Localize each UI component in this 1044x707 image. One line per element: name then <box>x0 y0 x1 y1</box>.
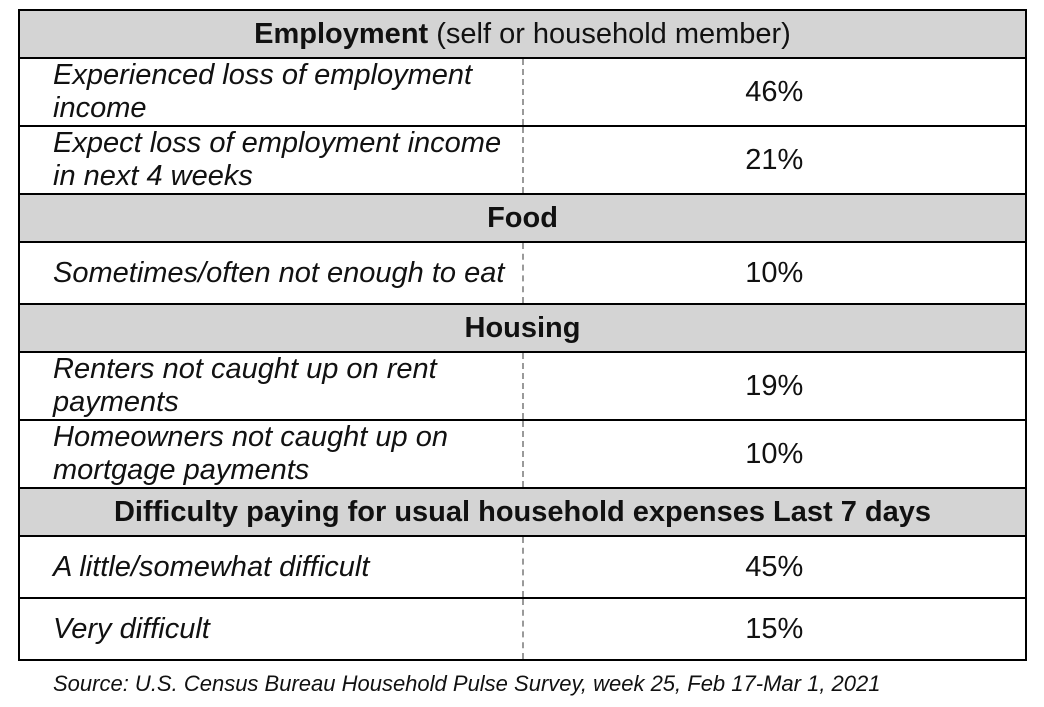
section-title: Employment <box>254 17 429 50</box>
table-row <box>19 420 1026 488</box>
section-title: Housing <box>19 304 1026 352</box>
row-value: 15% <box>523 598 1027 660</box>
section-header-cell <box>19 10 1026 58</box>
table-row <box>19 598 1026 660</box>
section-header-food <box>19 194 1026 242</box>
table-row <box>19 536 1026 598</box>
row-label: A little/somewhat difficult <box>19 536 523 598</box>
row-value: 21% <box>523 126 1027 194</box>
row-value: 46% <box>523 58 1027 126</box>
table-row <box>19 352 1026 420</box>
section-header-household-expenses <box>19 488 1026 536</box>
row-label: Expect loss of employment income in next 4 weeks <box>19 126 523 194</box>
row-label: Homeowners not caught up on mortgage payments <box>19 420 523 488</box>
section-title: Difficulty paying for usual household expenses Last 7 days <box>19 488 1026 536</box>
row-label: Sometimes/often not enough to eat <box>19 242 523 304</box>
row-label: Experienced loss of employment income <box>19 58 523 126</box>
row-value: 45% <box>523 536 1027 598</box>
row-label: Very difficult <box>19 598 523 660</box>
section-subtitle: (self or household member) <box>428 17 791 50</box>
table-row <box>19 242 1026 304</box>
survey-table <box>18 9 1027 661</box>
section-title: Food <box>19 194 1026 242</box>
row-label: Renters not caught up on rent payments <box>19 352 523 420</box>
table-row <box>19 126 1026 194</box>
source-note: Source: U.S. Census Bureau Household Pulse Survey, week 25, Feb 17-Mar 1, 2021 <box>53 671 881 696</box>
row-value: 10% <box>523 420 1027 488</box>
row-value: 10% <box>523 242 1027 304</box>
row-value: 19% <box>523 352 1027 420</box>
table-row <box>19 58 1026 126</box>
section-header-employment <box>19 10 1026 58</box>
section-header-housing <box>19 304 1026 352</box>
